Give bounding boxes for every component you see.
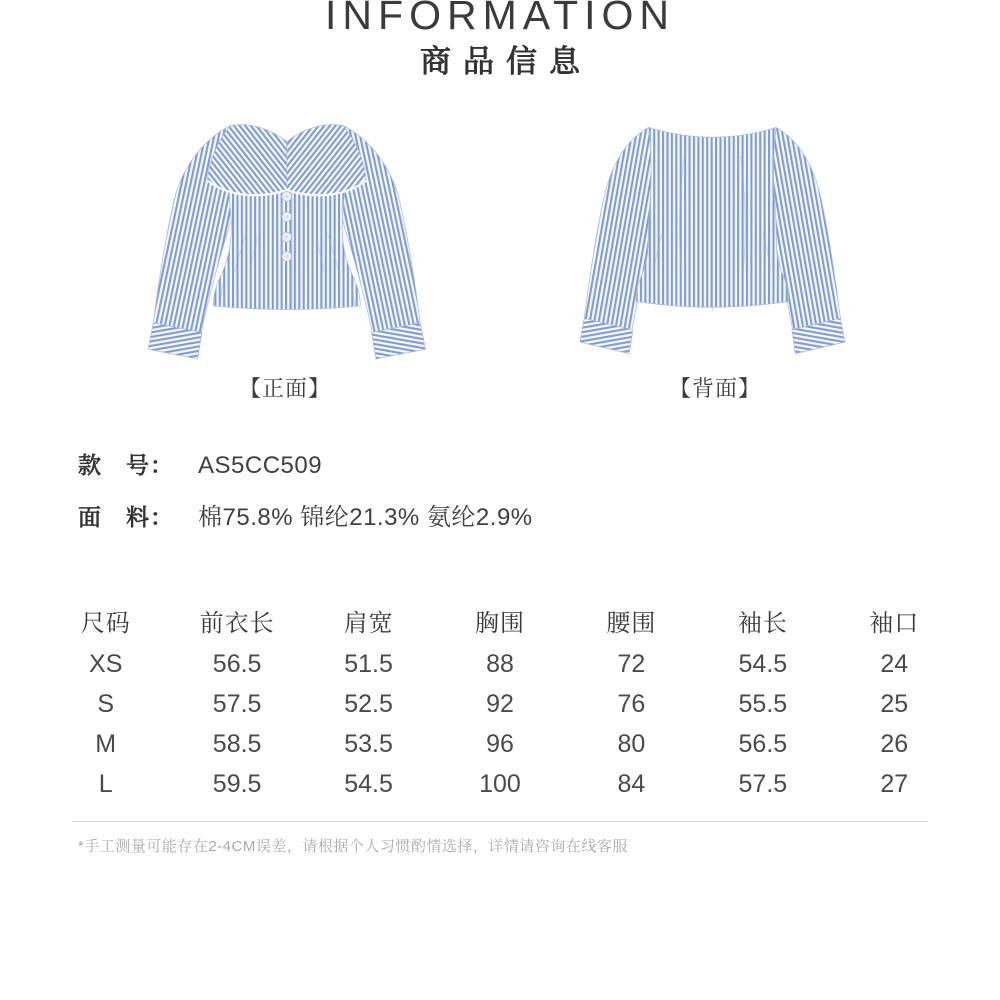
- size-table-header-cell: 尺码: [80, 609, 131, 637]
- size-table-cell: 53.5: [344, 729, 393, 758]
- size-table-cell: S: [97, 689, 115, 718]
- size-table-cell: 92: [486, 689, 514, 718]
- front-view: [114, 101, 456, 403]
- size-table-cell: 57.5: [212, 689, 262, 718]
- size-table-cell: M: [95, 729, 117, 758]
- size-table-cell: 76: [617, 689, 646, 718]
- size-table-cell: 59.5: [212, 769, 262, 798]
- size-table-cell: 27: [880, 769, 909, 798]
- size-table-cell: 54.5: [344, 769, 393, 798]
- size-table-cell: 56.5: [212, 649, 262, 678]
- size-table-cell: 56.5: [738, 729, 788, 758]
- back-view: [544, 101, 886, 403]
- size-table-cell: 72: [617, 649, 646, 678]
- style-number-label: 款 号：: [78, 452, 174, 479]
- size-table-header-cell: 腰围: [606, 609, 657, 637]
- size-table: [40, 596, 960, 804]
- style-number-value: AS5CC509: [198, 452, 323, 480]
- product-details: [78, 447, 1000, 532]
- size-table-cell: 25: [880, 689, 909, 718]
- measurement-note: *手工测量可能存在2-4CM误差，请根据个人习惯酌情选择，详情请咨询在线客服: [78, 838, 628, 856]
- back-view-label: 【背面】: [668, 376, 761, 402]
- size-table-cell: 100: [479, 769, 521, 798]
- fabric-row: [78, 497, 1000, 532]
- size-table-cell: 58.5: [212, 729, 262, 758]
- page-title-zh: 商品信息: [420, 44, 592, 79]
- size-table-cell: XS: [89, 649, 123, 678]
- fabric-label: 面 料：: [78, 504, 174, 531]
- size-table-cell: 26: [880, 729, 909, 758]
- size-table-cell: 24: [880, 649, 909, 678]
- size-table-cell: 55.5: [738, 689, 788, 718]
- size-table-cell: 80: [617, 729, 646, 758]
- size-table-header-cell: 袖长: [737, 609, 788, 637]
- size-table-header-cell: 胸围: [474, 609, 525, 637]
- product-views: [0, 101, 1000, 403]
- size-table-cell: 96: [486, 729, 514, 758]
- back-view-illustration: [544, 101, 886, 366]
- size-table-cell: 88: [486, 649, 514, 678]
- fabric-value: 棉75.8% 锦纶21.3% 氨纶2.9%: [198, 504, 533, 532]
- size-table-header-cell: 肩宽: [343, 609, 394, 637]
- size-table-header-cell: 前衣长: [199, 609, 275, 637]
- divider: [72, 821, 928, 822]
- size-table-cell: 51.5: [344, 649, 393, 678]
- style-number-row: [78, 447, 1000, 480]
- size-table-cell: 84: [617, 769, 646, 798]
- front-view-illustration: [114, 101, 456, 366]
- size-table-header-cell: 袖口: [869, 609, 920, 637]
- size-table-cell: 54.5: [738, 649, 788, 678]
- size-table-cell: 57.5: [738, 769, 788, 798]
- page-title-en: INFORMATION: [325, 0, 675, 38]
- front-view-label: 【正面】: [238, 376, 331, 402]
- size-table-cell: 52.5: [344, 689, 393, 718]
- size-table-cell: L: [98, 769, 113, 798]
